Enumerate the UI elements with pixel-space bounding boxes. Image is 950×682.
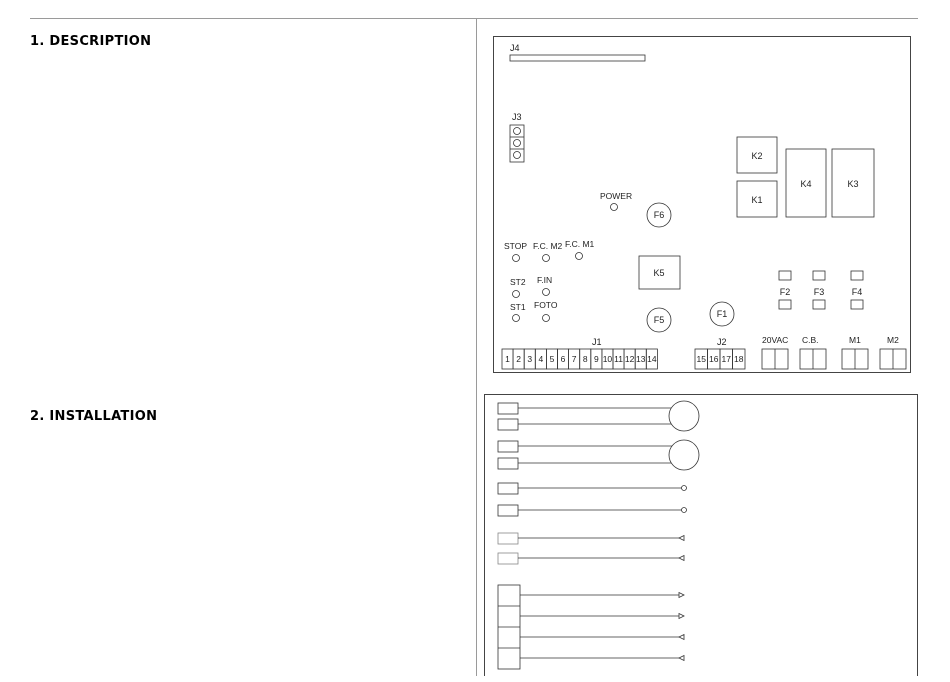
- fuse-f3-label: F3: [813, 287, 825, 297]
- terminal-20vac: [762, 349, 788, 369]
- section-title-description: 1. DESCRIPTION: [30, 34, 152, 49]
- section-title-installation: 2. INSTALLATION: [30, 409, 158, 424]
- terminal-cb-label: C.B.: [802, 335, 819, 345]
- top-rule: [30, 18, 918, 19]
- wiring-diagram: [484, 394, 918, 676]
- relay-k3-label: K3: [847, 179, 859, 189]
- fuse-f4-label: F4: [851, 287, 863, 297]
- j1-pin-label: 6: [560, 354, 566, 364]
- j1-pin-label: 14: [647, 354, 657, 364]
- led-st1: [513, 315, 520, 322]
- j2-pin-label: 18: [734, 354, 744, 364]
- motor-1-wiring: [498, 401, 699, 431]
- wire-single-1: [498, 483, 687, 494]
- j1-pin-label: 13: [636, 354, 646, 364]
- j3-connector: [510, 125, 524, 162]
- j1-pin-label: 7: [571, 354, 577, 364]
- fuse-f1-label: F1: [716, 309, 728, 319]
- led-fin: [543, 289, 550, 296]
- j1-terminal-block: [502, 349, 657, 369]
- led-st2-label: ST2: [510, 277, 526, 287]
- j1-pin-label: 10: [602, 354, 613, 364]
- led-fc-m1: [576, 253, 583, 260]
- led-fin-label: F.IN: [537, 275, 553, 285]
- led-fc-m1-label: F.C. M1: [565, 239, 595, 249]
- led-foto-label: FOTO: [534, 300, 558, 310]
- j2-label: J2: [717, 337, 727, 347]
- motor-2-symbol: [669, 440, 699, 470]
- led-fc-m2-label: F.C. M2: [533, 241, 563, 251]
- power-led-label: POWER: [600, 191, 633, 201]
- j1-pin-label: 2: [516, 354, 522, 364]
- terminal-m2-label: M2: [887, 335, 899, 345]
- j1-pin-label: 3: [527, 354, 533, 364]
- j2-terminal-block: [695, 349, 745, 369]
- wire-block-4: [498, 585, 684, 669]
- j1-pin-label: 1: [505, 354, 510, 364]
- led-stop-label: STOP: [504, 241, 527, 251]
- terminal-m2: [880, 349, 906, 369]
- relay-k2-label: K2: [751, 151, 763, 161]
- j1-pin-label: 11: [614, 354, 623, 364]
- terminal-20vac-label: 20VAC: [762, 335, 789, 345]
- j1-pin-label: 8: [582, 354, 588, 364]
- relay-k4-label: K4: [800, 179, 812, 189]
- wire-single-2: [498, 505, 687, 516]
- j1-pin-label: 4: [538, 354, 544, 364]
- led-foto: [543, 315, 550, 322]
- power-led: [611, 204, 618, 211]
- terminal-m1: [842, 349, 868, 369]
- j1-pin-label: 12: [624, 354, 635, 364]
- control-board-diagram: [493, 36, 911, 373]
- j2-pin-label: 15: [696, 354, 706, 364]
- relay-k1-label: K1: [751, 195, 763, 205]
- terminal-cb: [800, 349, 826, 369]
- fuse-f6-label: F6: [653, 210, 665, 220]
- fuse-f2-label: F2: [779, 287, 791, 297]
- relay-k5-label: K5: [653, 268, 665, 278]
- motor-2-wiring: [498, 440, 699, 470]
- led-stop: [513, 255, 520, 262]
- led-st2: [513, 291, 520, 298]
- column-divider: [476, 18, 477, 676]
- j4-label: J4: [510, 43, 520, 53]
- j2-pin-label: 16: [709, 354, 719, 364]
- led-st1-label: ST1: [510, 302, 526, 312]
- j1-label: J1: [592, 337, 602, 347]
- terminal-m1-label: M1: [849, 335, 861, 345]
- wire-pair: [498, 533, 684, 564]
- j2-pin-label: 17: [721, 354, 731, 364]
- led-fc-m2: [543, 255, 550, 262]
- fuse-f5-label: F5: [653, 315, 665, 325]
- motor-1-symbol: [669, 401, 699, 431]
- j1-pin-label: 9: [593, 354, 599, 364]
- j4-connector: [510, 55, 645, 61]
- j3-label: J3: [512, 112, 522, 122]
- j1-pin-label: 5: [549, 354, 555, 364]
